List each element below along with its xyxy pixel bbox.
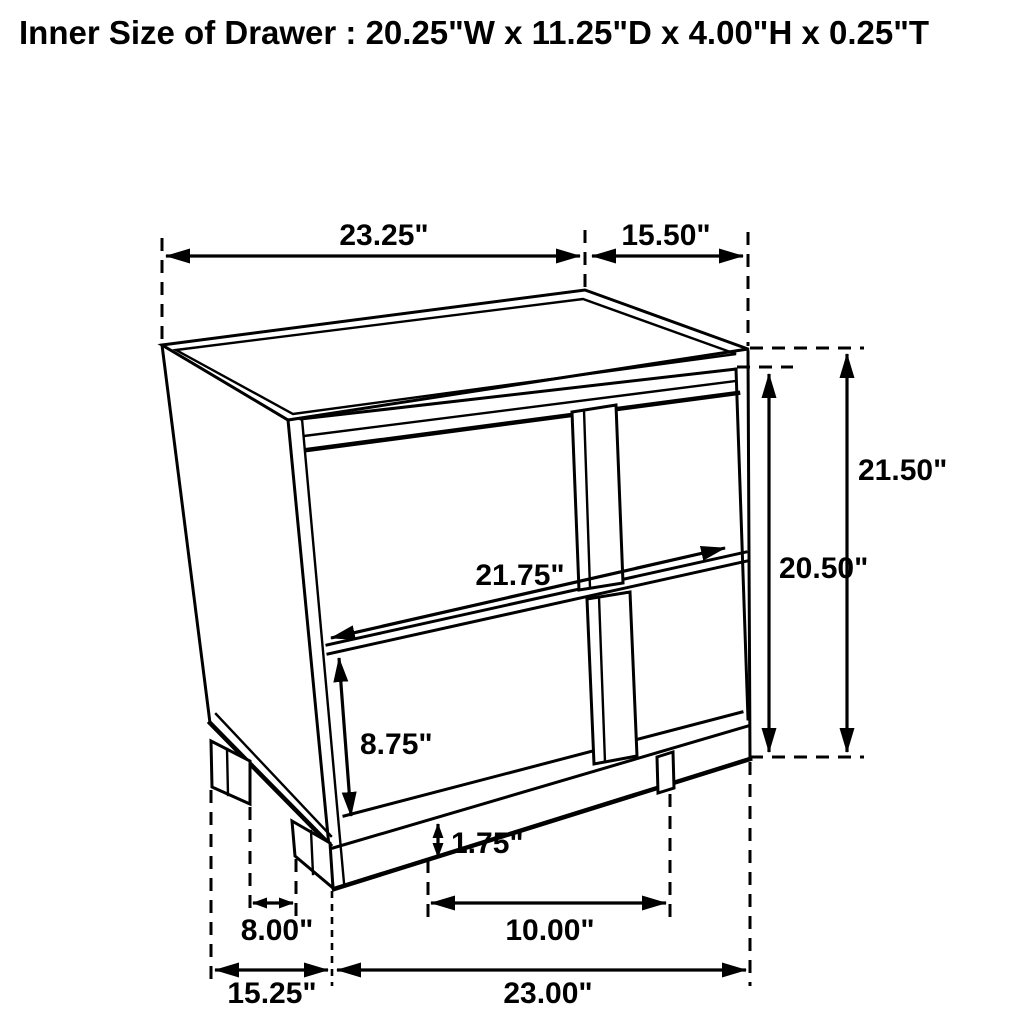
side-panel-rear-edge <box>162 345 210 723</box>
top-drawer-handle <box>572 405 623 590</box>
bottom-drawer-handle-bar <box>587 592 637 764</box>
dim-drawer-width <box>331 548 725 638</box>
dim-leg-gap-side-label: 8.00" <box>240 914 314 947</box>
dim-footprint-width <box>337 970 746 1010</box>
dim-leg-gap-side <box>241 903 314 947</box>
dim-case-height-label: 20.50" <box>779 552 869 585</box>
dim-lower-drawer-height-arrow <box>339 658 351 816</box>
dim-top-depth-label: 15.50" <box>621 219 711 252</box>
dim-top-width <box>166 219 580 256</box>
bottom-drawer-handle <box>587 592 637 764</box>
top-drawer-handle-bar <box>572 405 623 590</box>
dim-footprint-depth <box>215 970 328 1010</box>
dim-leg-gap-front-label: 10.00" <box>505 914 595 947</box>
dim-leg-gap-front <box>431 903 666 947</box>
extension-lines <box>162 230 864 986</box>
top-panel-inner-rim <box>176 299 736 414</box>
rear-left-leg <box>211 741 250 804</box>
dim-footprint-width-label: 23.00" <box>503 977 593 1010</box>
front-left-corner-edge <box>288 420 333 888</box>
dim-base-rail-height-label: 1.75" <box>451 827 524 860</box>
dim-top-width-label: 23.25" <box>339 219 429 252</box>
dim-lower-drawer-height <box>339 658 433 816</box>
dim-case-height <box>769 374 868 752</box>
front-right-leg <box>657 752 674 793</box>
nightstand-drawing <box>162 290 750 889</box>
drawer-inner-size-title: Inner Size of Drawer : 20.25"W x 11.25"D x 4.00"H x 0.25"T <box>19 14 929 51</box>
rear-left-leg-corner-line <box>227 749 228 795</box>
dim-overall-height-label: 21.50" <box>858 454 948 487</box>
dim-footprint-depth-label: 15.25" <box>227 977 317 1010</box>
case-top-front-edge <box>301 369 736 419</box>
dim-base-rail-height <box>438 824 524 860</box>
dim-drawer-width-label: 21.75" <box>475 559 565 592</box>
base-rail-bottom-edge <box>334 759 750 889</box>
front-right-edge <box>736 369 748 719</box>
dim-lower-drawer-height-label: 8.75" <box>360 728 433 761</box>
dim-top-depth <box>592 219 743 256</box>
drawer1-top-edge <box>307 393 738 450</box>
right-silhouette-edge <box>748 352 750 758</box>
